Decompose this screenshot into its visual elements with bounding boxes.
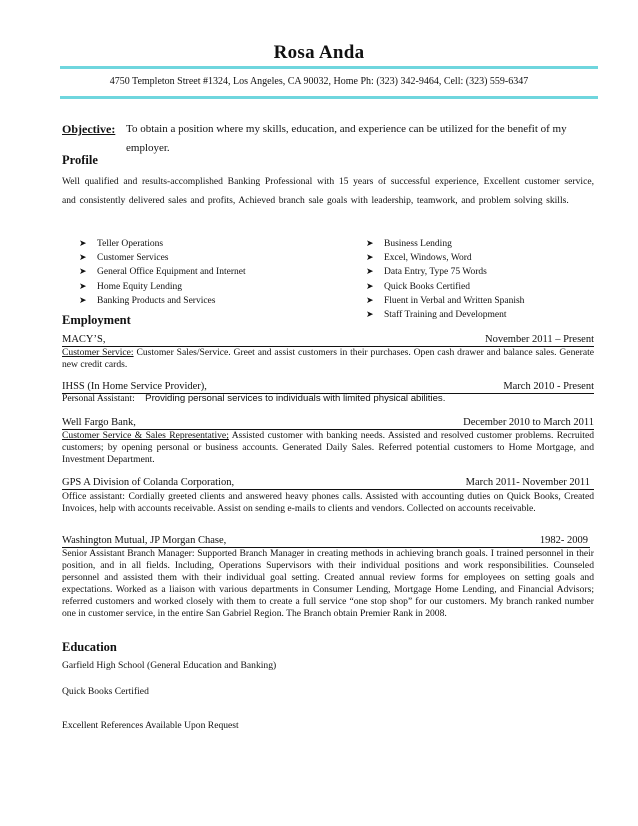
education-heading: Education [62, 640, 117, 654]
employer-name: Washington Mutual, JP Morgan Chase, [62, 535, 227, 546]
list-item: ➤ Business Lending [366, 238, 452, 249]
job-title-line [62, 333, 594, 347]
job-role: Customer Service: [62, 347, 134, 358]
job-description [62, 430, 594, 466]
job-title-line [62, 534, 590, 548]
profile-heading: Profile [62, 153, 98, 167]
job-role: Customer Service & Sales Representative; [62, 430, 229, 441]
list-item: ➤ Banking Products and Services [79, 294, 216, 306]
job-role: Office assistant: [62, 491, 125, 502]
arrow-bullet-icon: ➤ [366, 266, 374, 277]
arrow-bullet-icon: ➤ [79, 238, 87, 248]
job-title-line [62, 380, 594, 394]
job-duties: Assisted customer with banking needs. Assisted and resolved customer problems. Recruited customers; by opening personal or business accounts. Generated Daily Sales. Referred potential customers to Home Mortgage, and Investment Department. [62, 430, 594, 465]
list-item: ➤ Customer Services [79, 252, 169, 264]
job-role: Senior Assistant Branch Manager: [62, 548, 195, 559]
list-item: ➤ Data Entry, Type 75 Words [366, 266, 487, 278]
list-item: ➤ Home Equity Lending [79, 280, 182, 292]
list-item: ➤ Fluent in Verbal and Written Spanish [366, 294, 525, 306]
contact-info: 4750 Templeton Street #1324, Los Angeles, CA 90032, Home Ph: (323) 342-9464, Cell: (323) 559-6347 [109, 76, 529, 87]
references-note: Excellent References Available Upon Request [62, 720, 239, 731]
arrow-bullet-icon: ➤ [79, 266, 87, 277]
job-dates: March 2011- November 2011 [465, 477, 590, 488]
list-item: ➤ Staff Training and Development [366, 309, 507, 321]
job-title-line [62, 416, 594, 430]
job-duties: Supported Branch Manager in creating methods in achieving branch goals. I trained personnel in their position, and in all fields. Including, Operations Supervisors with their individual positions and work responsibilities. Counseled personnel and assisted them with their individual goal setting. Created annual review forms for employees on setting goals and expectations. Worked as a liaison with various departments in Consumer Lending, Mortgage Home Lending, and Financial Advisors; referred customers and worked closely with them to create a full service “one stop shop” for our customers. My branch ranked number one in customer service, in the entire San Gabriel Region. The Branch obtain Premier Rank in 2008. [62, 548, 595, 619]
job-duties: Providing personal services to individuals with limited physical abilities. [145, 393, 446, 404]
profile-text: Well qualified and results-accomplished Banking Professional with 15 years of successful experience, Excellent customer service, and consistently delivered sales and profits, Achieved branch sale goals with leadership, teamwork, and problem solving skills. [62, 176, 594, 206]
employer-name: GPS A Division of Colanda Corporation, [62, 477, 235, 488]
list-item: ➤ Quick Books Certified [366, 280, 471, 292]
job-dates: December 2010 to March 2011 [463, 417, 594, 428]
objective-section [62, 120, 598, 158]
employer-name: IHSS (In Home Service Provider), [62, 381, 207, 392]
education-certification: Quick Books Certified [62, 686, 149, 697]
arrow-bullet-icon: ➤ [366, 252, 374, 263]
arrow-bullet-icon: ➤ [79, 280, 87, 291]
job-description [62, 393, 594, 405]
job-description [62, 548, 594, 620]
employment-heading: Employment [62, 313, 131, 327]
arrow-bullet-icon: ➤ [366, 309, 374, 320]
education-school: Garfield High School (General Education and Banking) [62, 660, 277, 671]
arrow-bullet-icon: ➤ [79, 252, 87, 263]
list-item: ➤ Teller Operations [79, 238, 164, 249]
arrow-bullet-icon: ➤ [79, 294, 87, 305]
employer-name: Well Fargo Bank, [62, 417, 136, 428]
list-item: ➤ General Office Equipment and Internet [79, 266, 246, 278]
job-duties: Cordially greeted clients and answered heavy phones calls. Assisted with accounting duties on Quick Books, Created Invoices, help with accounts receivable. Assist on sending e-mails to clients and vendors. Collected on accounts receivable. [62, 491, 595, 514]
header-top-rule [60, 66, 598, 69]
job-dates: November 2011 – Present [485, 334, 594, 345]
objective-label: Objective: [62, 122, 116, 136]
job-description [62, 347, 594, 371]
arrow-bullet-icon: ➤ [366, 280, 374, 291]
list-item: ➤ Excel, Windows, Word [366, 252, 472, 264]
header-bottom-rule [60, 96, 598, 99]
employer-name: MACY’S, [62, 334, 106, 345]
skills-list-right [366, 237, 524, 322]
arrow-bullet-icon: ➤ [366, 294, 374, 305]
skills-list-left [79, 237, 246, 308]
job-dates: 1982- 2009 [539, 535, 588, 546]
objective-text: To obtain a position where my skills, education, and experience can be utilized for the benefit of my employer. [126, 123, 567, 154]
arrow-bullet-icon: ➤ [366, 238, 374, 248]
job-duties: Customer Sales/Service. Greet and assist customers in their purchases. Open cash drawer and balance sales. Generate new credit cards. [62, 347, 594, 370]
applicant-name: Rosa Anda [273, 42, 365, 63]
job-title-line [62, 476, 594, 490]
job-role: Personal Assistant: [62, 393, 135, 404]
job-dates: March 2010 - Present [503, 381, 594, 392]
job-description [62, 491, 594, 515]
